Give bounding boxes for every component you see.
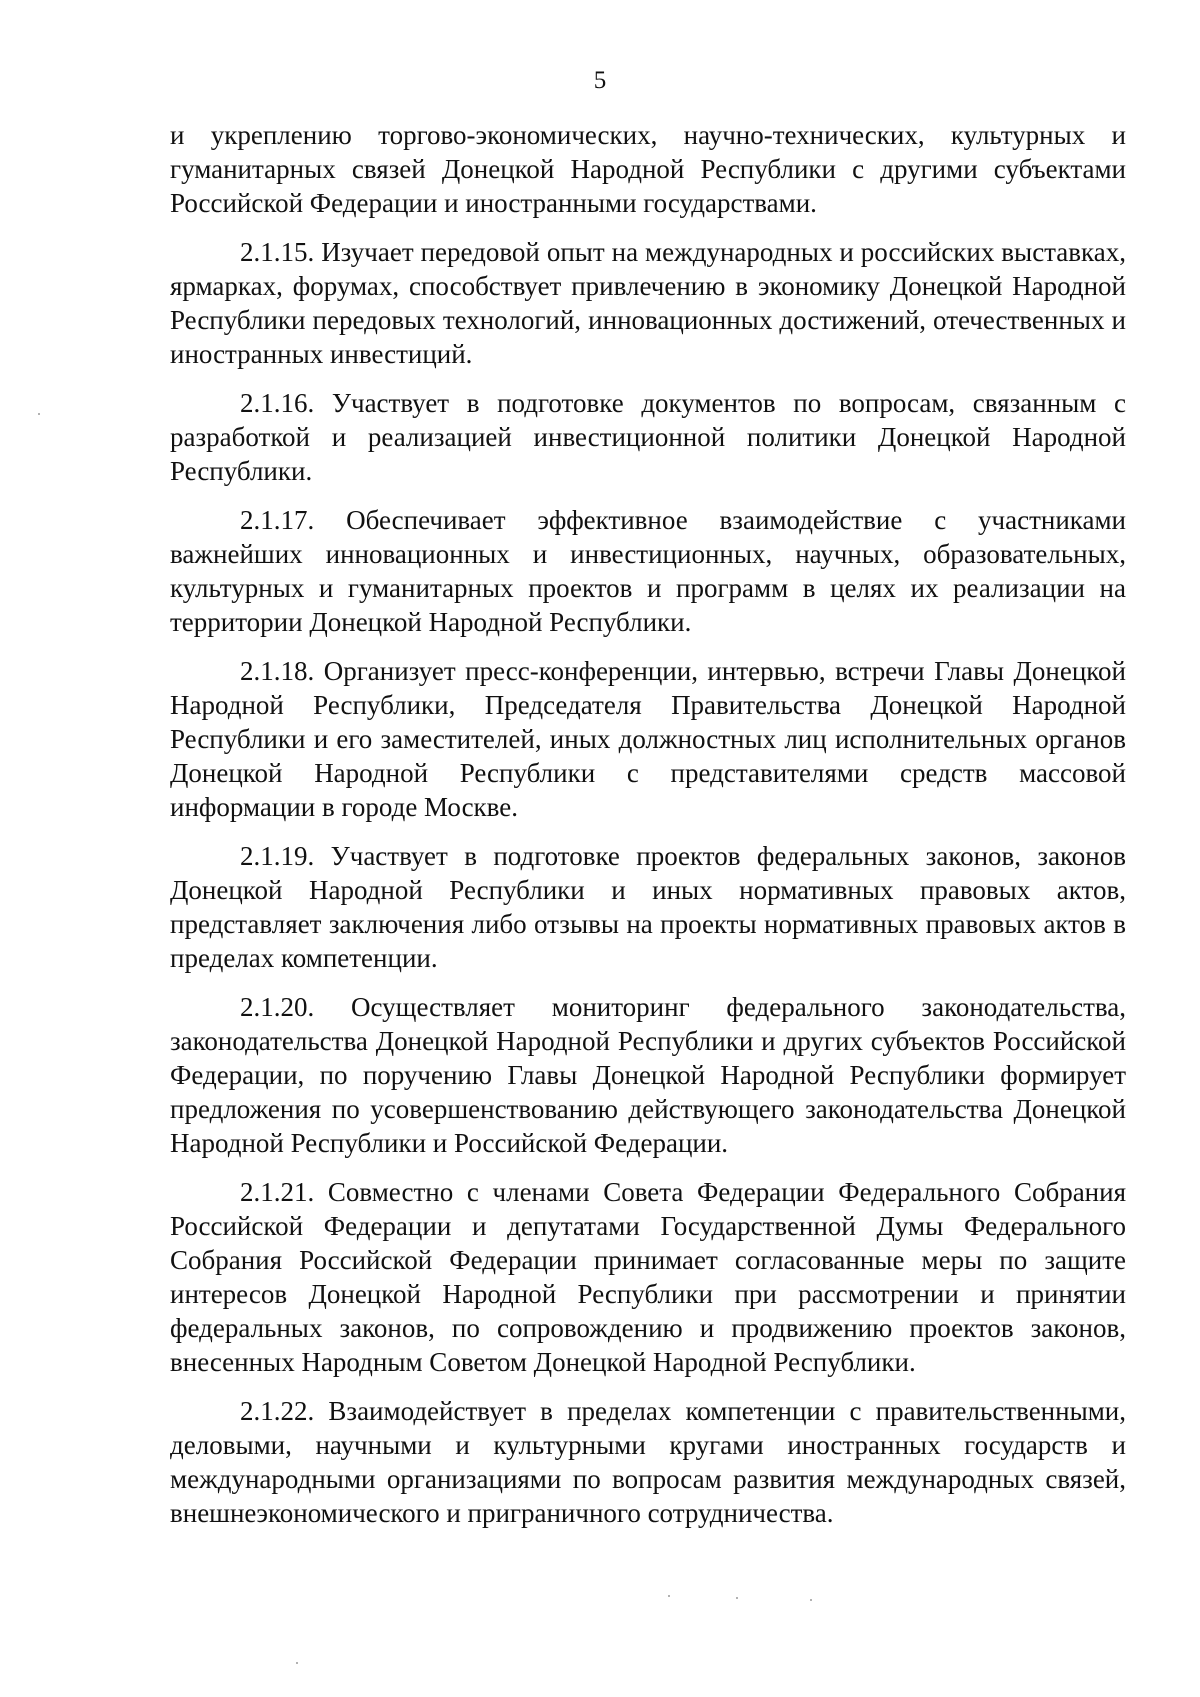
document-body: [170, 118, 1126, 1545]
paragraph-2-1-15: 2.1.15. Изучает передовой опыт на международных и российских выставках, ярмарках, форумах, способствует привлечению в экономику Донецкой Народной Республики передовых технологий, инновационных достижений, отечественных и иностранных инвестиций.: [170, 237, 1126, 369]
paragraph-2-1-22: 2.1.22. Взаимодействует в пределах компетенции с правительственными, деловыми, научными и культурными кругами иностранных государств и международными организациями по вопросам развития международных связей, внешнеэкономического и приграничного сотрудничества.: [170, 1396, 1126, 1528]
scan-speck: [810, 1599, 812, 1601]
paragraph-continuation: и укреплению торгово-экономических, научно-технических, культурных и гуманитарных связей Донецкой Народной Республики с другими субъектами Российской Федерации и иностранными государствами.: [170, 120, 1126, 218]
paragraph-2-1-19: 2.1.19. Участвует в подготовке проектов федеральных законов, законов Донецкой Народной Республики и иных нормативных правовых актов, представляет заключения либо отзывы на проекты нормативных правовых актов в пределах компетенции.: [170, 841, 1126, 973]
paragraph-2-1-20: 2.1.20. Осуществляет мониторинг федерального законодательства, законодательства Донецкой Народной Республики и других субъектов Российской Федерации, по поручению Главы Донецкой Народной Республики формирует предложения по усовершенствованию действующего законодательства Донецкой Народной Республики и Российской Федерации.: [170, 992, 1126, 1158]
paragraph-2-1-16: 2.1.16. Участвует в подготовке документов по вопросам, связанным с разработкой и реализацией инвестиционной политики Донецкой Народной Республики.: [170, 388, 1126, 486]
scan-speck: [38, 413, 40, 415]
scan-speck: [668, 1595, 670, 1597]
scan-speck: [736, 1597, 738, 1599]
page-number: 5: [593, 67, 607, 94]
paragraph-2-1-18: 2.1.18. Организует пресс-конференции, интервью, встречи Главы Донецкой Народной Республики, Председателя Правительства Донецкой Народной Республики и его заместителей, иных должностных лиц исполнительных органов Донецкой Народной Республики с представителями средств массовой информации в городе Москве.: [170, 656, 1126, 822]
paragraph-2-1-17: 2.1.17. Обеспечивает эффективное взаимодействие с участниками важнейших инновационных и инвестиционных, научных, образовательных, культурных и гуманитарных проектов и программ в целях их реализации на территории Донецкой Народной Республики.: [170, 505, 1126, 637]
scan-speck: [296, 1662, 298, 1664]
paragraph-2-1-21: 2.1.21. Совместно с членами Совета Федерации Федерального Собрания Российской Федерации и депутатами Государственной Думы Федерального Собрания Российской Федерации принимает согласованные меры по защите интересов Донецкой Народной Республики при рассмотрении и принятии федеральных законов, по сопровождению и продвижению проектов законов, внесенных Народным Советом Донецкой Народной Республики.: [170, 1177, 1126, 1377]
